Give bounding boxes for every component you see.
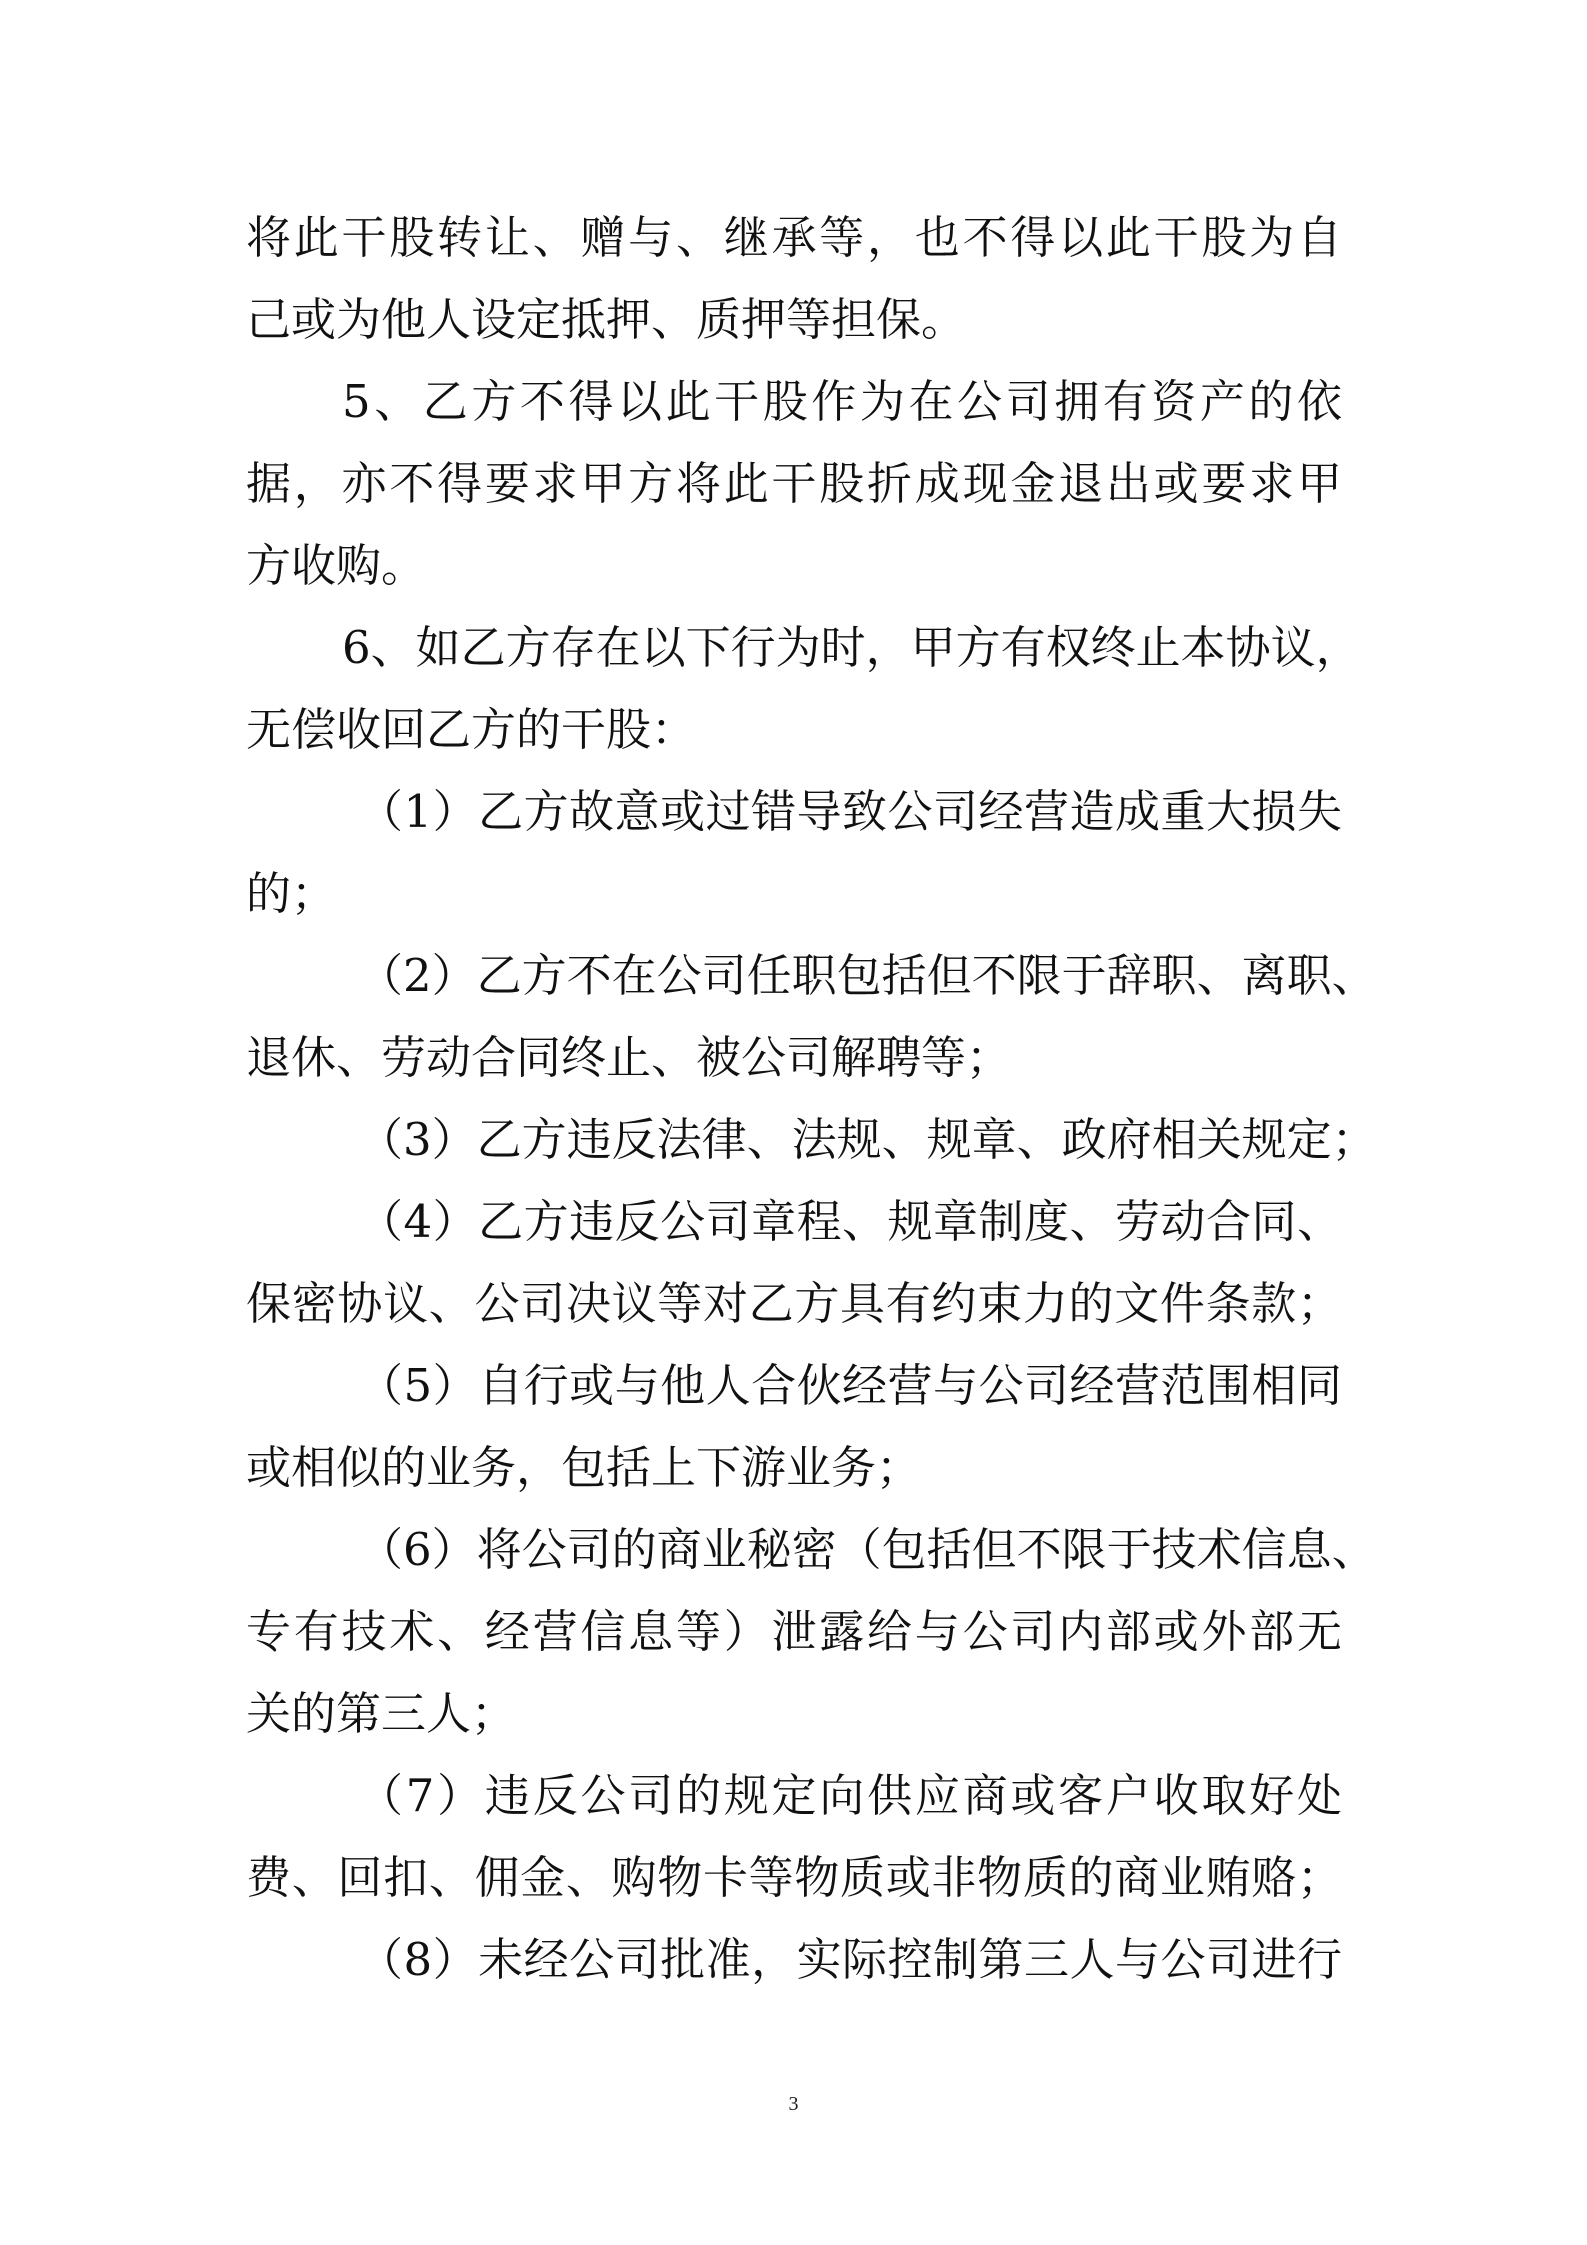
item-5-line: （5）自行或与他人合伙经营与公司经营范围相同 bbox=[358, 1359, 1342, 1412]
item-8-line: （8）未经公司批准，实际控制第三人与公司进行 bbox=[358, 1933, 1342, 1986]
text-line: 方收购。 bbox=[246, 539, 427, 592]
text-line: 保密协议、公司决议等对乙方具有约束力的文件条款； bbox=[246, 1277, 1342, 1330]
text-line: 的； bbox=[246, 867, 337, 920]
text-line: 据，亦不得要求甲方将此干股折成现金退出或要求甲 bbox=[246, 457, 1342, 510]
text-line: 关的第三人； bbox=[246, 1687, 517, 1740]
text-line: 将此干股转让、赠与、继承等，也不得以此干股为自 bbox=[246, 211, 1342, 264]
item-1-line: （1）乙方故意或过错导致公司经营造成重大损失 bbox=[358, 785, 1342, 838]
page-number: 3 bbox=[788, 2093, 799, 2115]
item-2-line: （2）乙方不在公司任职包括但不限于辞职、离职、 bbox=[358, 949, 1377, 1002]
text-line: 费、回扣、佣金、购物卡等物质或非物质的商业贿赂； bbox=[246, 1851, 1342, 1904]
clause-5-line: 5、乙方不得以此干股作为在公司拥有资产的依 bbox=[342, 375, 1342, 428]
text-line: 己或为他人设定抵押、质押等担保。 bbox=[246, 293, 967, 346]
item-4-line: （4）乙方违反公司章程、规章制度、劳动合同、 bbox=[358, 1195, 1342, 1248]
clause-6-line: 6、如乙方存在以下行为时，甲方有权终止本协议， bbox=[342, 621, 1361, 674]
text-line: 或相似的业务，包括上下游业务； bbox=[246, 1441, 922, 1494]
item-6-line: （6）将公司的商业秘密（包括但不限于技术信息、 bbox=[358, 1523, 1377, 1576]
text-line: 退休、劳动合同终止、被公司解聘等； bbox=[246, 1031, 1012, 1084]
item-7-line: （7）违反公司的规定向供应商或客户收取好处 bbox=[358, 1769, 1342, 1822]
item-3-line: （3）乙方违反法律、法规、规章、政府相关规定； bbox=[358, 1113, 1377, 1166]
text-line: 专有技术、经营信息等）泄露给与公司内部或外部无 bbox=[246, 1605, 1342, 1658]
text-line: 无偿收回乙方的干股： bbox=[246, 703, 697, 756]
